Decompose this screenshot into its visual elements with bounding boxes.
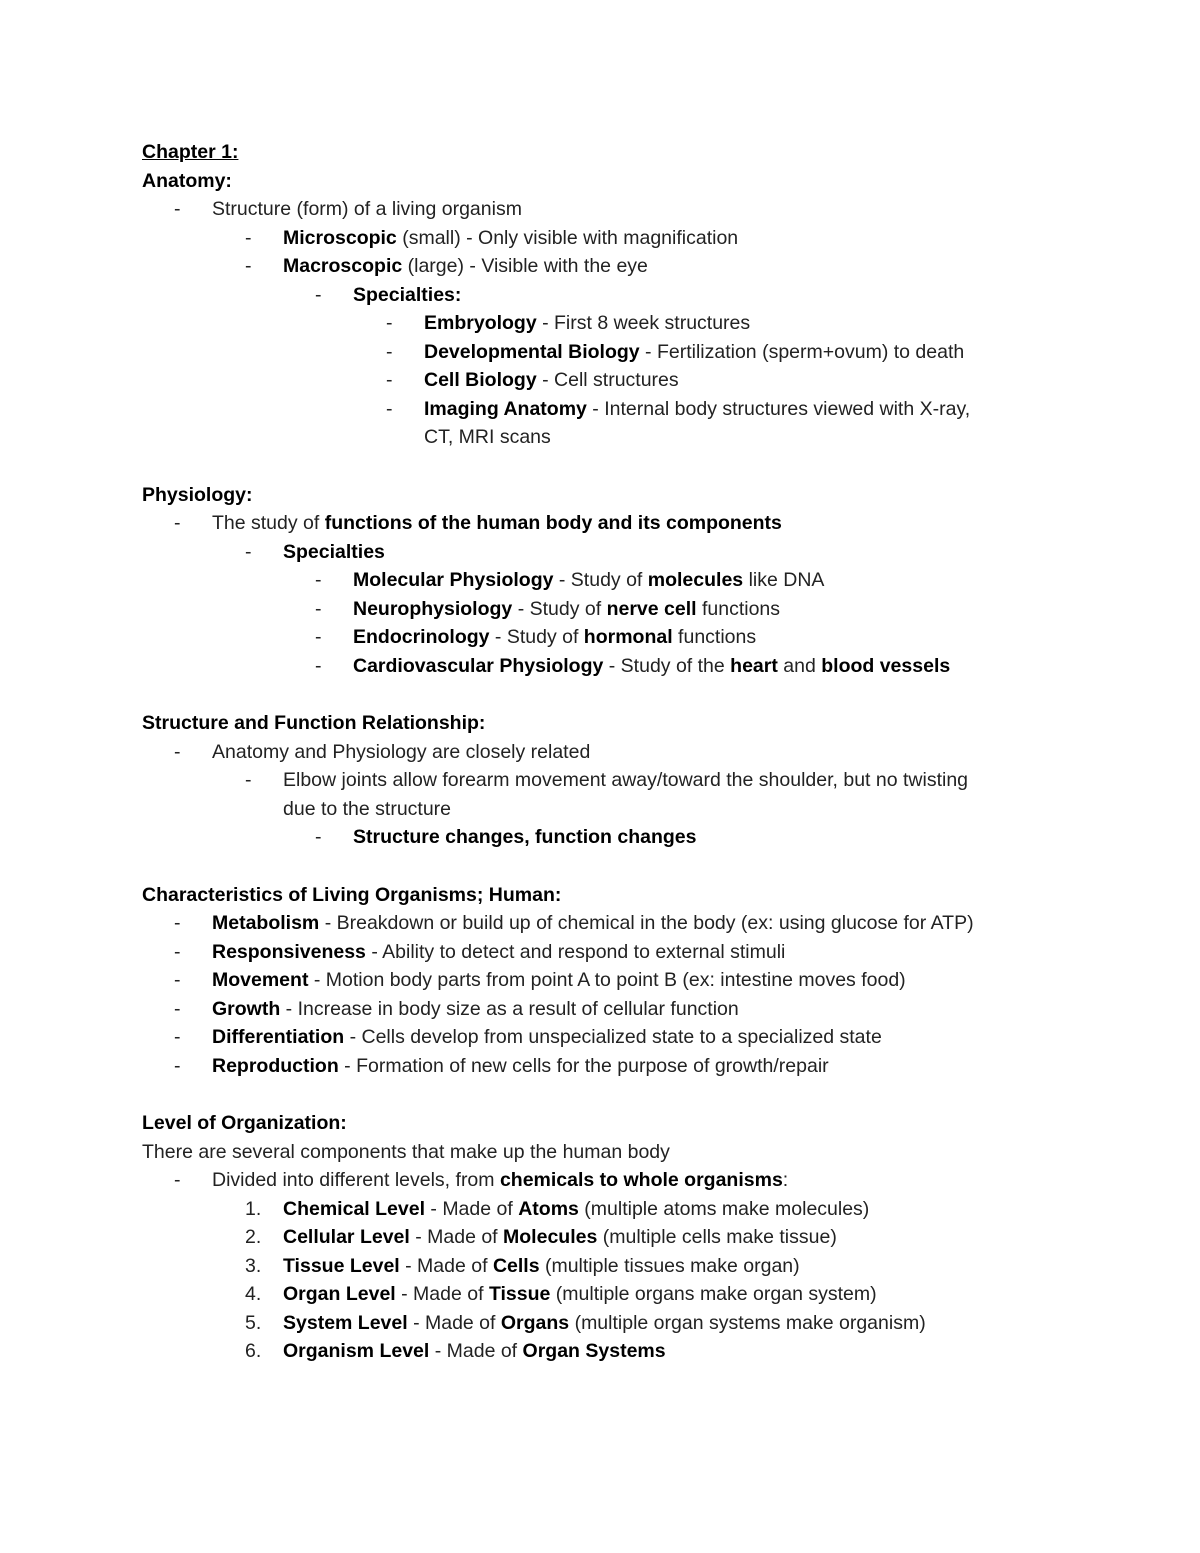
chapter-title: Chapter 1: — [142, 141, 239, 163]
list-item: - Movement - Motion body parts from point A to point B (ex: intestine moves food) — [174, 969, 906, 991]
characteristics-heading: Characteristics of Living Organisms; Human: — [142, 883, 562, 906]
list-item: - Structure (form) of a living organism — [174, 198, 522, 220]
list-item: - Imaging Anatomy - Internal body structures viewed with X-ray, — [386, 397, 971, 420]
list-item: - Specialties — [245, 540, 385, 563]
list-item: - Neurophysiology - Study of nerve cell functions — [315, 597, 781, 620]
list-item: - Responsiveness - Ability to detect and respond to external stimuli — [174, 940, 786, 963]
list-item: - Metabolism - Breakdown or build up of chemical in the body (ex: using glucose for ATP) — [174, 912, 974, 934]
list-item: - Molecular Physiology - Study of molecules like DNA — [315, 569, 825, 591]
numbered-item: 2. Cellular Level - Made of Molecules (multiple cells make tissue) — [245, 1226, 837, 1248]
list-item: - Specialties: — [315, 283, 462, 306]
numbered-item: 5. System Level - Made of Organs (multiple organ systems make organism) — [245, 1311, 926, 1334]
list-item: - Reproduction - Formation of new cells for the purpose of growth/repair — [174, 1054, 829, 1077]
anatomy-heading: Anatomy: — [142, 169, 232, 192]
list-item: - Developmental Biology - Fertilization (sperm+ovum) to death — [386, 340, 965, 363]
list-item-continuation: CT, MRI scans — [424, 426, 551, 448]
list-item: - Differentiation - Cells develop from unspecialized state to a specialized state — [174, 1026, 882, 1048]
physiology-heading: Physiology: — [142, 483, 253, 506]
list-item: - The study of functions of the human body and its components — [174, 512, 782, 534]
list-item: - Macroscopic (large) - Visible with the eye — [245, 255, 648, 277]
list-item: - Divided into different levels, from chemicals to whole organisms: — [174, 1169, 789, 1191]
levels-heading: Level of Organization: — [142, 1112, 347, 1134]
numbered-item: 3. Tissue Level - Made of Cells (multiple tissues make organ) — [245, 1254, 800, 1277]
list-item: - Embryology - First 8 week structures — [386, 312, 751, 334]
numbered-item: 6. Organism Level - Made of Organ Systems — [245, 1340, 666, 1362]
list-item: - Cell Biology - Cell structures — [386, 369, 679, 391]
numbered-item: 4. Organ Level - Made of Tissue (multiple organs make organ system) — [245, 1283, 877, 1305]
levels-intro: There are several components that make up the human body — [142, 1140, 670, 1163]
structure-function-heading: Structure and Function Relationship: — [142, 712, 486, 734]
list-item: - Endocrinology - Study of hormonal functions — [315, 626, 757, 648]
list-item: - Elbow joints allow forearm movement away/toward the shoulder, but no twisting — [245, 769, 969, 791]
numbered-item: 1. Chemical Level - Made of Atoms (multiple atoms make molecules) — [245, 1197, 870, 1220]
document-page — [142, 138, 1102, 1366]
list-item: - Anatomy and Physiology are closely related — [174, 740, 591, 763]
list-item: - Microscopic (small) - Only visible with magnification — [245, 226, 739, 249]
list-item: - Structure changes, function changes — [315, 826, 697, 848]
list-item: - Growth - Increase in body size as a result of cellular function — [174, 997, 739, 1020]
list-item-continuation: due to the structure — [283, 797, 452, 820]
list-item: - Cardiovascular Physiology - Study of the heart and blood vessels — [315, 654, 951, 677]
